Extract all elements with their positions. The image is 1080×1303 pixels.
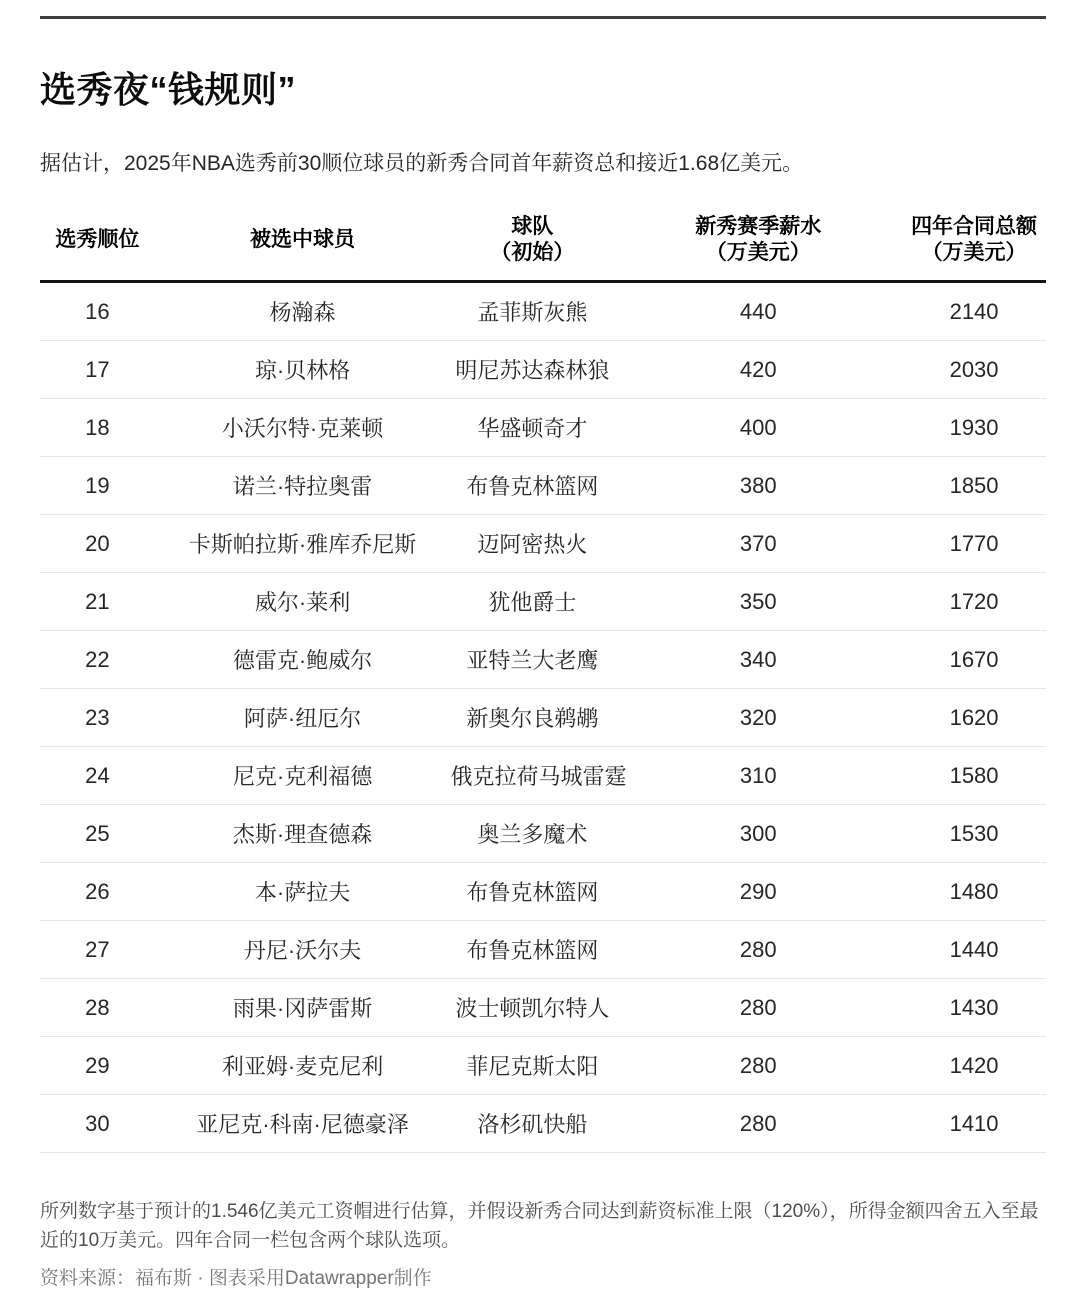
total-cell: 1410 xyxy=(902,1095,1046,1153)
table-row xyxy=(40,399,1046,457)
team-cell: 明尼苏达森林狼 xyxy=(450,341,614,399)
table-row xyxy=(40,457,1046,515)
column-header-line1: 新秀赛季薪水 xyxy=(695,214,822,238)
total-cell: 1850 xyxy=(902,457,1046,515)
column-header xyxy=(614,203,902,282)
table-row xyxy=(40,747,1046,805)
team-cell: 俄克拉荷马城雷霆 xyxy=(450,747,614,805)
player-cell: 雨果·冈萨雷斯 xyxy=(155,979,451,1037)
salary-cell: 280 xyxy=(614,1037,902,1095)
table-row xyxy=(40,805,1046,863)
salary-cell: 280 xyxy=(614,1095,902,1153)
total-cell: 2140 xyxy=(949,298,999,324)
salary-cell: 300 xyxy=(614,805,902,863)
total-cell: 1930 xyxy=(902,399,1046,457)
total-cell: 1620 xyxy=(902,689,1046,747)
table-row xyxy=(40,1037,1046,1095)
player-cell: 卡斯帕拉斯·雅库乔尼斯 xyxy=(155,515,451,573)
column-header xyxy=(155,203,451,282)
rank-cell: 16 xyxy=(85,298,110,324)
rank-cell: 23 xyxy=(40,689,155,747)
rank-cell: 25 xyxy=(40,805,155,863)
total-cell: 1770 xyxy=(902,515,1046,573)
team-cell: 奥兰多魔术 xyxy=(450,805,614,863)
player-cell: 利亚姆·麦克尼利 xyxy=(155,1037,451,1095)
player-cell: 琼·贝林格 xyxy=(155,341,451,399)
player-cell: 丹尼·沃尔夫 xyxy=(155,921,451,979)
column-header-line2: （万美元） xyxy=(705,240,811,264)
column-header-line2: （万美元） xyxy=(921,240,1027,264)
salary-cell: 320 xyxy=(614,689,902,747)
table-row xyxy=(40,863,1046,921)
chart-title: 选秀夜“钱规则” xyxy=(40,69,297,110)
column-header-line1: 选秀顺位 xyxy=(55,227,140,251)
player-cell: 尼克·克利福德 xyxy=(155,747,451,805)
rank-cell: 27 xyxy=(40,921,155,979)
rank-cell: 20 xyxy=(40,515,155,573)
rank-cell: 17 xyxy=(40,341,155,399)
salary-cell: 380 xyxy=(614,457,902,515)
salary-cell: 280 xyxy=(614,979,902,1037)
total-cell: 1420 xyxy=(902,1037,1046,1095)
column-header-line2: （初始） xyxy=(490,240,575,264)
draft-salary-table xyxy=(40,203,1046,1153)
salary-cell: 290 xyxy=(614,863,902,921)
player-cell: 亚尼克·科南·尼德豪泽 xyxy=(155,1095,451,1153)
table-row xyxy=(40,979,1046,1037)
header-row xyxy=(40,203,1046,282)
player-cell: 杰斯·理查德森 xyxy=(155,805,451,863)
rank-cell: 26 xyxy=(40,863,155,921)
team-cell: 亚特兰大老鹰 xyxy=(450,631,614,689)
team-cell: 布鲁克林篮网 xyxy=(450,457,614,515)
rank-cell: 24 xyxy=(40,747,155,805)
total-cell: 1580 xyxy=(902,747,1046,805)
total-cell: 1480 xyxy=(902,863,1046,921)
table-row xyxy=(40,341,1046,399)
player-cell: 诺兰·特拉奥雷 xyxy=(155,457,451,515)
chart-notes: 所列数字基于预计的1.546亿美元工资帽进行估算，并假设新秀合同达到薪资标准上限（120%），所得金额四舍五入至最近的10万美元。四年合同一栏包含两个球队选项。 xyxy=(40,1201,1039,1251)
team-cell: 孟菲斯灰熊 xyxy=(477,300,588,325)
team-cell: 布鲁克林篮网 xyxy=(450,921,614,979)
chart-subtitle: 据估计，2025年NBA选秀前30顺位球员的新秀合同首年薪资总和接近1.68亿美元。 xyxy=(40,152,804,175)
column-header-line1: 四年合同总额 xyxy=(911,214,1038,238)
team-cell: 迈阿密热火 xyxy=(450,515,614,573)
column-header xyxy=(902,203,1046,282)
total-cell: 1440 xyxy=(902,921,1046,979)
table-row xyxy=(40,689,1046,747)
column-header xyxy=(40,203,155,282)
rank-cell: 30 xyxy=(40,1095,155,1153)
rank-cell: 19 xyxy=(40,457,155,515)
table-row xyxy=(40,573,1046,631)
rank-cell: 21 xyxy=(40,573,155,631)
team-cell: 波士顿凯尔特人 xyxy=(450,979,614,1037)
player-cell: 本·萨拉夫 xyxy=(155,863,451,921)
salary-cell: 350 xyxy=(614,573,902,631)
table-row xyxy=(40,1095,1046,1153)
player-cell: 威尔·莱利 xyxy=(155,573,451,631)
salary-cell: 420 xyxy=(614,341,902,399)
table-row xyxy=(40,282,1046,341)
column-header-line1: 球队 xyxy=(511,214,554,238)
total-cell: 1720 xyxy=(902,573,1046,631)
table-row xyxy=(40,631,1046,689)
table-body xyxy=(40,282,1046,1153)
total-cell: 2030 xyxy=(902,341,1046,399)
table-row xyxy=(40,515,1046,573)
rank-cell: 22 xyxy=(40,631,155,689)
total-cell: 1530 xyxy=(902,805,1046,863)
player-cell: 小沃尔特·克莱顿 xyxy=(155,399,451,457)
salary-cell: 310 xyxy=(614,747,902,805)
salary-cell: 340 xyxy=(614,631,902,689)
rank-cell: 18 xyxy=(40,399,155,457)
table-row xyxy=(40,921,1046,979)
total-cell: 1670 xyxy=(902,631,1046,689)
top-rule xyxy=(40,16,1046,19)
player-cell: 杨瀚森 xyxy=(269,300,336,325)
chart-source: 资料来源：福布斯 · 图表采用Datawrapper制作 xyxy=(40,1268,432,1289)
team-cell: 新奥尔良鹈鹕 xyxy=(450,689,614,747)
team-cell: 犹他爵士 xyxy=(450,573,614,631)
player-cell: 阿萨·纽厄尔 xyxy=(155,689,451,747)
table-header xyxy=(40,203,1046,282)
team-cell: 布鲁克林篮网 xyxy=(450,863,614,921)
salary-cell: 280 xyxy=(614,921,902,979)
rank-cell: 29 xyxy=(40,1037,155,1095)
column-header xyxy=(450,203,614,282)
salary-cell: 400 xyxy=(614,399,902,457)
team-cell: 洛杉矶快船 xyxy=(450,1095,614,1153)
column-header-line1: 被选中球员 xyxy=(250,227,356,251)
salary-cell: 370 xyxy=(614,515,902,573)
rank-cell: 28 xyxy=(40,979,155,1037)
team-cell: 菲尼克斯太阳 xyxy=(450,1037,614,1095)
team-cell: 华盛顿奇才 xyxy=(450,399,614,457)
salary-cell: 440 xyxy=(739,298,777,324)
total-cell: 1430 xyxy=(902,979,1046,1037)
player-cell: 德雷克·鲍威尔 xyxy=(155,631,451,689)
